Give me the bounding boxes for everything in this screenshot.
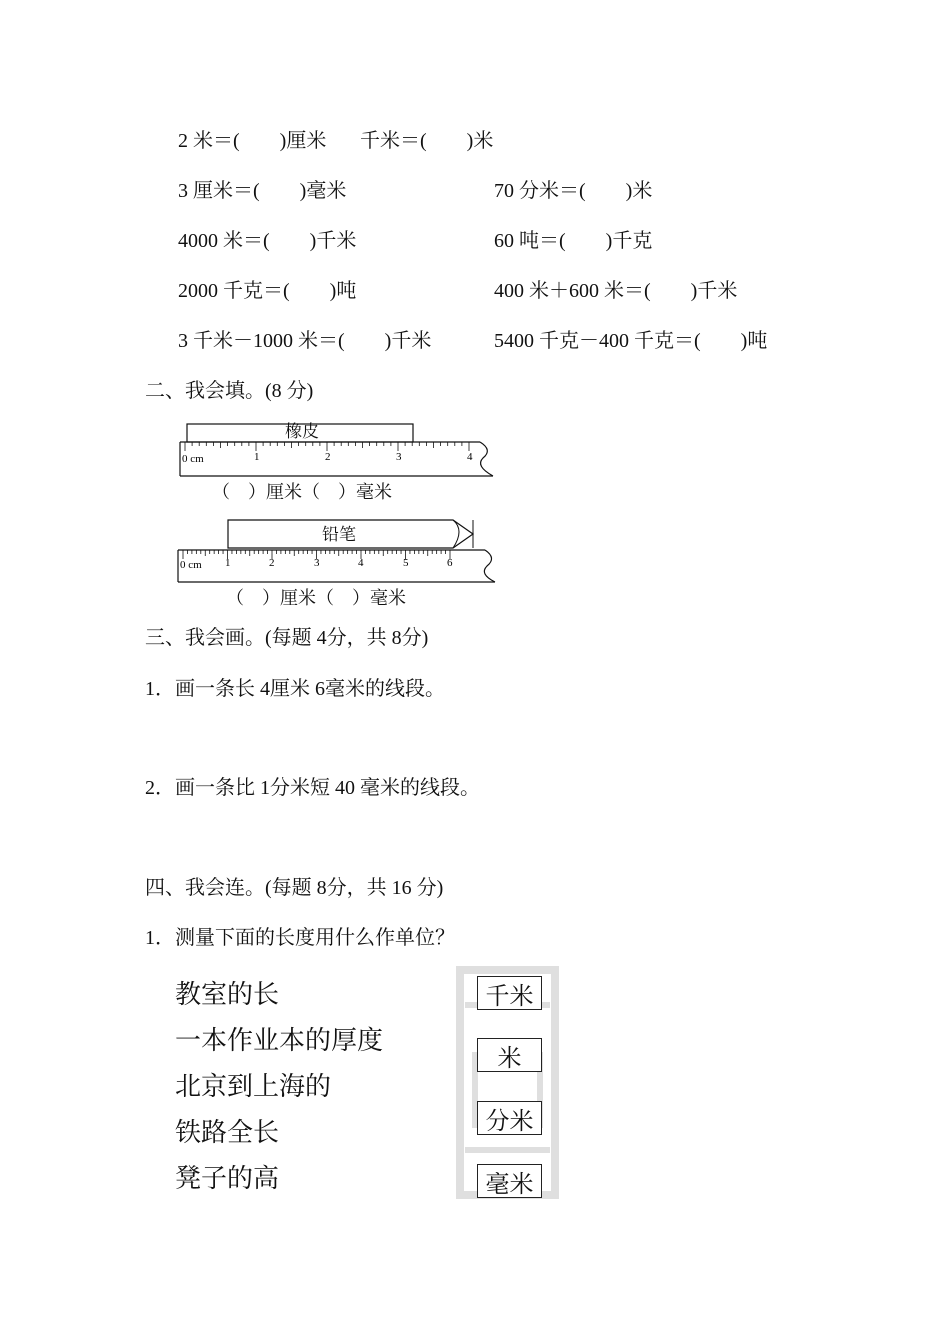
ruler-1-ticks <box>185 442 469 451</box>
ruler-2-tick-label-1: 1 <box>225 557 231 569</box>
unit-box-meter[interactable]: 米 <box>477 1038 542 1072</box>
match-item-1: 教室的长 <box>175 980 280 1010</box>
conversion-row-1-mid: 千米＝( )米 <box>360 130 494 152</box>
ruler-1-answer: （ ）厘米（ ）毫米 <box>212 482 392 503</box>
ruler-1-unit-label: 0 cm <box>182 453 204 465</box>
ruler-2-tick-label-5: 5 <box>403 557 409 569</box>
match-item-5: 凳子的高 <box>175 1164 280 1194</box>
pencil-label: 铅笔 <box>322 525 356 545</box>
unit-box-decimeter[interactable]: 分米 <box>477 1101 542 1135</box>
ruler-2-tick-label-3: 3 <box>314 557 320 569</box>
section-4-title: 四、我会连。(每题 8分，共 16 分) <box>145 877 444 899</box>
draw-question-1: 1．画一条长 4厘米 6毫米的线段。 <box>145 678 445 700</box>
ruler-1-tick-label-1: 1 <box>254 451 260 463</box>
ruler-2-tick-label-4: 4 <box>358 557 364 569</box>
ruler-2-unit-label: 0 cm <box>180 559 202 571</box>
section-2-title: 二、我会填。(8 分) <box>145 380 314 402</box>
conversion-row-3-right: 60 吨＝( )千克 <box>494 230 653 252</box>
conversion-row-1-left: 2 米＝( )厘米 <box>178 130 327 152</box>
conversion-row-5-right: 5400 千克－400 千克＝( )吨 <box>494 330 768 352</box>
unit-box-kilometer[interactable]: 千米 <box>477 976 542 1010</box>
match-item-3: 北京到上海的 <box>175 1072 332 1102</box>
unit-box-millimeter[interactable]: 毫米 <box>477 1164 542 1198</box>
match-question-1: 1．测量下面的长度用什么作单位？ <box>145 927 455 949</box>
ruler-1-tick-label-3: 3 <box>396 451 402 463</box>
section-3-title: 三、我会画。(每题 4分，共 8分) <box>145 627 429 649</box>
ruler-2-tick-label-6: 6 <box>447 557 453 569</box>
conversion-row-3-left: 4000 米＝( )千米 <box>178 230 357 252</box>
conversion-row-2-right: 70 分米＝( )米 <box>494 180 653 202</box>
draw-question-2: 2．画一条比 1分米短 40 毫米的线段。 <box>145 777 480 799</box>
ruler-1 <box>175 420 505 482</box>
conversion-row-5-left: 3 千米－1000 米＝( )千米 <box>178 330 432 352</box>
conversion-row-4-left: 2000 千克＝( )吨 <box>178 280 357 302</box>
ruler-2-answer: （ ）厘米（ ）毫米 <box>226 588 406 609</box>
conversion-row-2-left: 3 厘米＝( )毫米 <box>178 180 347 202</box>
eraser-label: 橡皮 <box>285 422 319 442</box>
match-item-4: 铁路全长 <box>175 1118 280 1148</box>
conversion-row-4-right: 400 米＋600 米＝( )千米 <box>494 280 738 302</box>
ruler-1-tick-label-2: 2 <box>325 451 331 463</box>
ruler-2-tick-label-2: 2 <box>269 557 275 569</box>
match-item-2: 一本作业本的厚度 <box>175 1026 384 1056</box>
ruler-1-tick-label-4: 4 <box>467 451 473 463</box>
